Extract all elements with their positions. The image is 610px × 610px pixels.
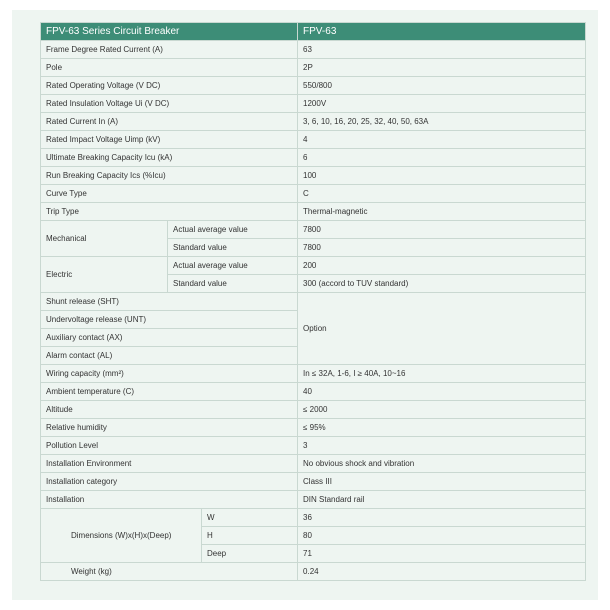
row-label: Ultimate Breaking Capacity Icu (kA) [41, 149, 298, 167]
table-row [41, 113, 586, 131]
table-row [41, 455, 586, 473]
table-row [41, 149, 586, 167]
row-value: 7800 [298, 239, 586, 257]
table-row [41, 203, 586, 221]
row-value: No obvious shock and vibration [298, 455, 586, 473]
row-label: Altitude [41, 401, 298, 419]
row-value: 71 [298, 545, 586, 563]
row-value: 3 [298, 437, 586, 455]
table-row [41, 473, 586, 491]
table-row [41, 437, 586, 455]
row-value: ≤ 95% [298, 419, 586, 437]
row-value: 6 [298, 149, 586, 167]
table-row [41, 491, 586, 509]
row-value: 1200V [298, 95, 586, 113]
dimension-name: W [202, 509, 298, 527]
header-product-series: FPV-63 Series Circuit Breaker [41, 23, 298, 41]
row-value: Class III [298, 473, 586, 491]
row-value: 0.24 [298, 563, 586, 581]
accessory-label: Alarm contact (AL) [41, 347, 298, 365]
accessory-label: Auxiliary contact (AX) [41, 329, 298, 347]
row-label: Weight (kg) [41, 563, 298, 581]
table-row [41, 59, 586, 77]
table-row [41, 401, 586, 419]
row-value: Thermal-magnetic [298, 203, 586, 221]
sub-label: Actual average value [168, 257, 298, 275]
accessory-label: Shunt release (SHT) [41, 293, 298, 311]
dimension-name: Deep [202, 545, 298, 563]
row-value: DIN Standard rail [298, 491, 586, 509]
table-row [41, 95, 586, 113]
table-row [41, 221, 586, 239]
electric-label: Electric [41, 257, 168, 293]
row-label: Relative humidity [41, 419, 298, 437]
row-label: Installation [41, 491, 298, 509]
row-label: Frame Degree Rated Current (A) [41, 41, 298, 59]
row-value: 100 [298, 167, 586, 185]
row-value: 63 [298, 41, 586, 59]
spec-table [40, 22, 586, 581]
row-value: 4 [298, 131, 586, 149]
row-label: Ambient temperature (C) [41, 383, 298, 401]
table-row [41, 41, 586, 59]
row-label: Installation Environment [41, 455, 298, 473]
row-value: ≤ 2000 [298, 401, 586, 419]
row-label: Pollution Level [41, 437, 298, 455]
header-model: FPV-63 [298, 23, 586, 41]
table-row [41, 419, 586, 437]
table-row [41, 77, 586, 95]
row-label: Rated Impact Voltage Uimp (kV) [41, 131, 298, 149]
mechanical-label: Mechanical [41, 221, 168, 257]
table-row [41, 185, 586, 203]
dimension-name: H [202, 527, 298, 545]
sub-label: Actual average value [168, 221, 298, 239]
accessory-value: Option [298, 293, 586, 365]
row-value: 300 (accord to TUV standard) [298, 275, 586, 293]
table-row [41, 383, 586, 401]
row-label: Installation category [41, 473, 298, 491]
table-row [41, 509, 586, 527]
row-label: Trip Type [41, 203, 298, 221]
row-label: Rated Operating Voltage (V DC) [41, 77, 298, 95]
row-value: 7800 [298, 221, 586, 239]
row-value: In ≤ 32A, 1-6, I ≥ 40A, 10~16 [298, 365, 586, 383]
row-label: Run Breaking Capacity Ics (%Icu) [41, 167, 298, 185]
table-row [41, 257, 586, 275]
row-value: C [298, 185, 586, 203]
row-value: 40 [298, 383, 586, 401]
spec-sheet-background [12, 10, 598, 600]
table-row [41, 293, 586, 311]
row-label: Pole [41, 59, 298, 77]
table-header-row [41, 23, 586, 41]
table-row [41, 563, 586, 581]
table-row [41, 365, 586, 383]
row-value: 36 [298, 509, 586, 527]
accessory-label: Undervoltage release (UNT) [41, 311, 298, 329]
row-value: 200 [298, 257, 586, 275]
row-value: 2P [298, 59, 586, 77]
row-value: 550/800 [298, 77, 586, 95]
row-label: Curve Type [41, 185, 298, 203]
row-label: Wiring capacity (mm²) [41, 365, 298, 383]
row-label: Rated Insulation Voltage Ui (V DC) [41, 95, 298, 113]
sub-label: Standard value [168, 275, 298, 293]
table-row [41, 131, 586, 149]
sub-label: Standard value [168, 239, 298, 257]
table-row [41, 167, 586, 185]
row-value: 3, 6, 10, 16, 20, 25, 32, 40, 50, 63A [298, 113, 586, 131]
row-label: Rated Current In (A) [41, 113, 298, 131]
row-value: 80 [298, 527, 586, 545]
dimensions-label: Dimensions (W)x(H)x(Deep) [41, 509, 202, 563]
